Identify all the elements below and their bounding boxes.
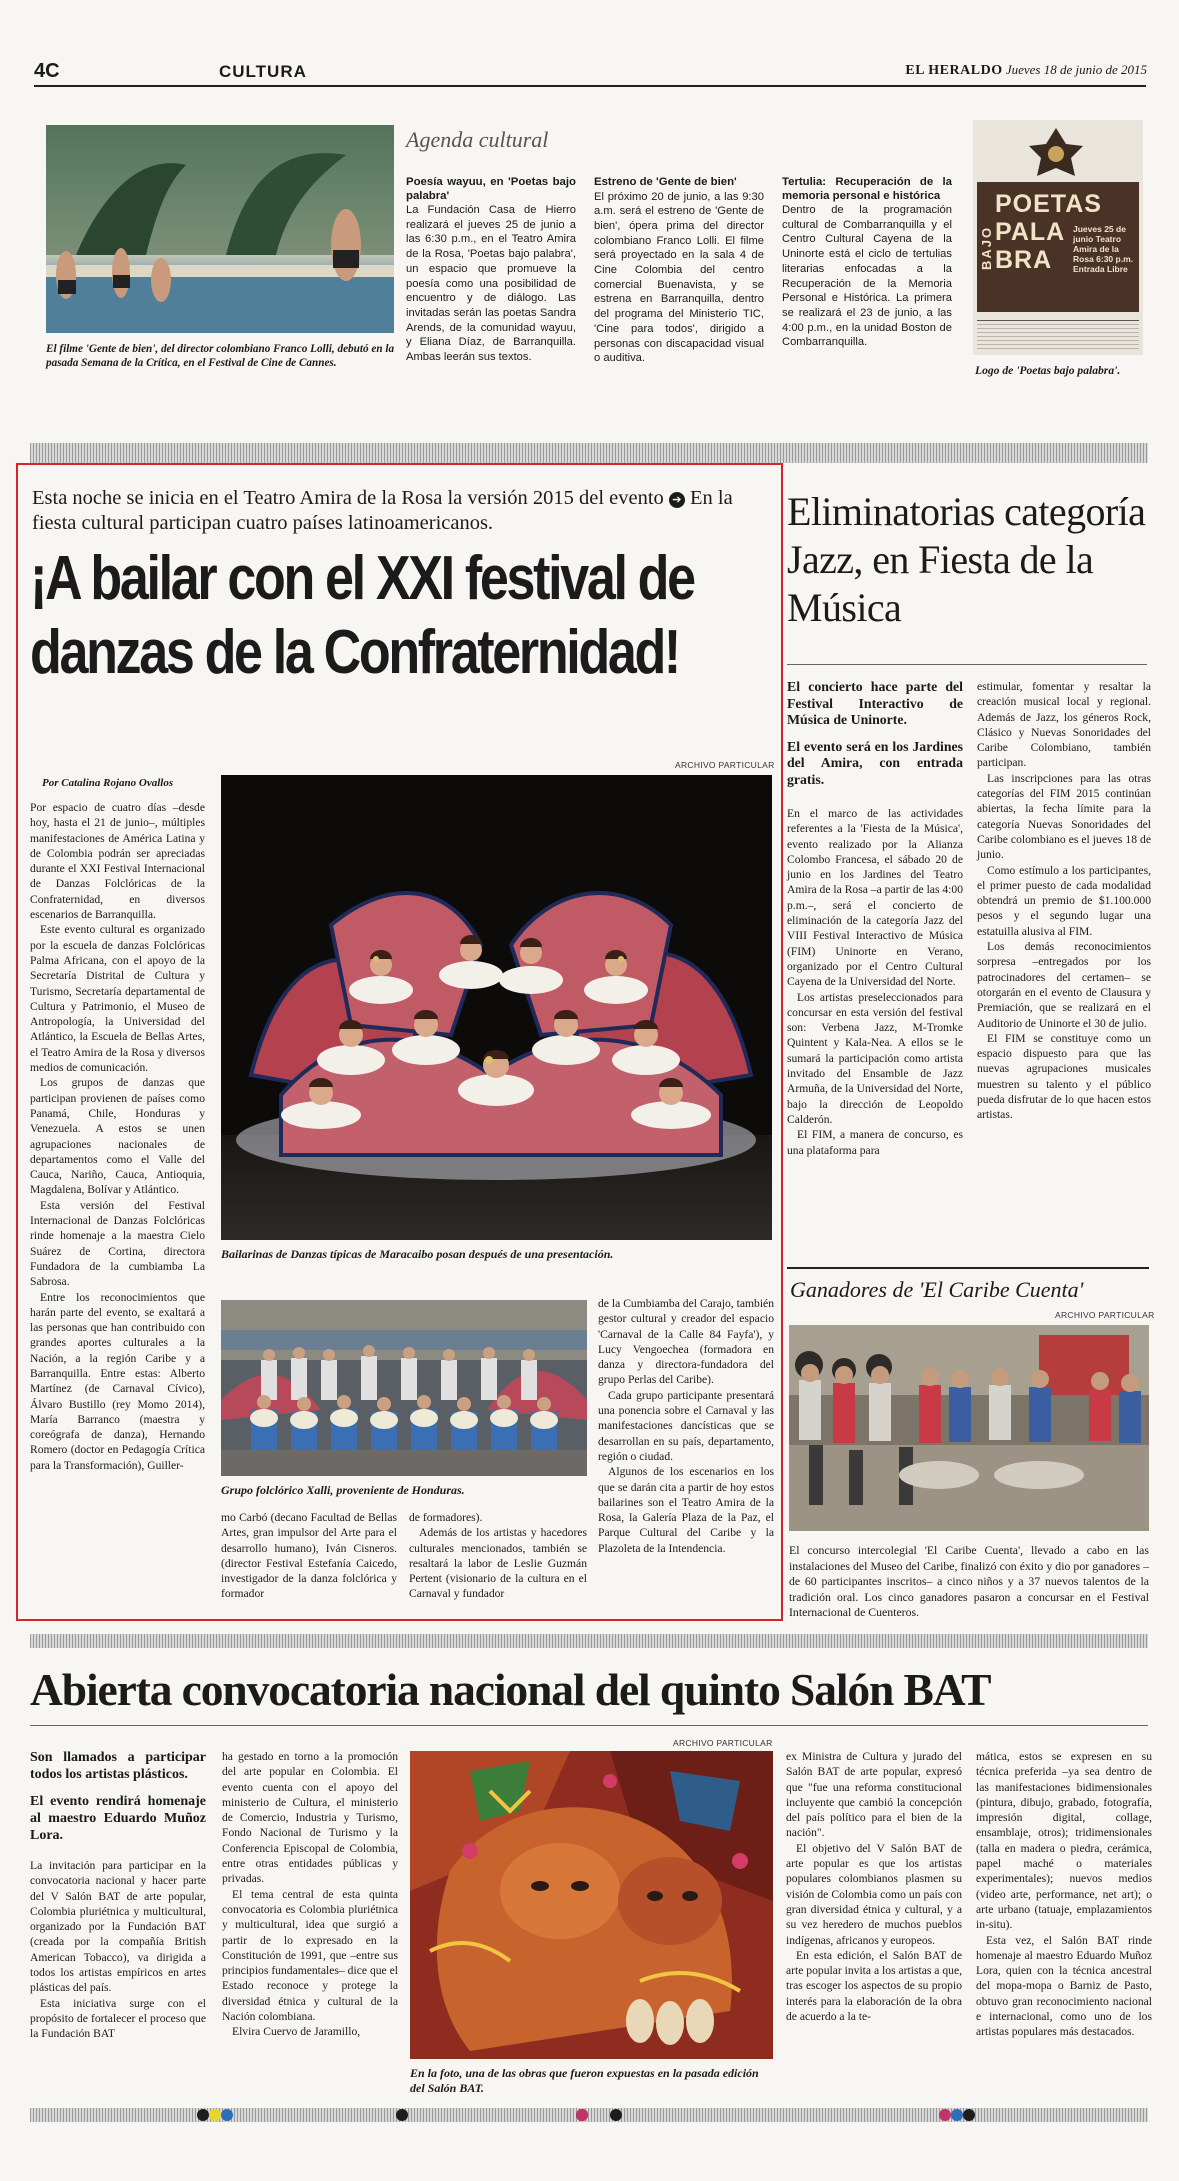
paragraph: Algunos de los escenarios en los que se darán cita a partir de hoy estos bailarines son el Teatro Amira de la Rosa, la Galería Plaza de la Paz, el Parque Cultural del Caribe y la Plazoleta de la Intendencia. xyxy=(598,1465,774,1555)
agenda-title: Agenda cultural xyxy=(406,127,549,152)
paragraph: mática, estos se expresen en su técnica preferida –ya sea dentro de las manifestaciones bidimensionales (pintura, dibujo, grabado, fotografía, impresión digital, collage, ensamblaje, otros); tridimensionales (talla en madera o piedra, cerámica, papel maché o materiales experimentales); nuevos medios (video arte, performance, net art); o arte urbano (tatuaje, emplazamientos in-situ). xyxy=(976,1750,1152,1932)
poetas-poster xyxy=(973,120,1143,355)
paragraph: Este evento cultural es organizado por la escuela de danzas Folclóricas Palma Africana, con el apoyo de la Secretaría Distrital de Cultura y Turismo, Secretaría departamental de Cultura y Patrimonio, el Museo de Antropología, la Universidad del Atlántico, la Escuela de Bellas Artes, el Teatro Amira de la Rosa y diversos medios de comunicación. xyxy=(30,923,205,1075)
main-col-3 xyxy=(598,1296,774,1556)
bat-col-2 xyxy=(222,1749,398,2040)
caribe-body: El concurso intercolegial 'El Caribe Cuenta', llevado a cabo en las instalaciones del Museo del Caribe, finalizó con éxito y dio por ganadores –de 60 participantes inscritos– a cinco niños y a 37 nuevos talentos de la tradición oral. Los cinco ganadores pasaron a concursar en el Festival Internacional de Cuenteros. xyxy=(789,1543,1149,1619)
agenda-item-body: Dentro de la programación cultural de Combarranquilla y el Centro Cultural Cayena de la Uninorte está el ciclo de tertulias literarias enfocadas a la Recuperación de la Memoria Personal e Histórica. La primera se realizará el 23 de junio, a las 4:00 p.m., en la unidad Boston de Combarranquilla. xyxy=(782,204,952,349)
paragraph: En esta edición, el Salón BAT de arte popular invita a los artistas a que, tras escoger los aspectos de su propio interés para la elaboración de la obra de acuerdo a la te- xyxy=(786,1948,962,2024)
bat-lead-2: El evento rendirá homenaje al maestro Eduardo Muñoz Lora. xyxy=(30,1794,206,1843)
paragraph: Elvira Cuervo de Jaramillo, xyxy=(232,2025,361,2039)
paragraph: En el marco de las actividades referentes a la 'Fiesta de la Música', evento realizado por la Alianza Colombo Francesa, el sábado 20 de junio en los Jardines del Teatro Amira de la Rosa –a partir de las 4:00 p.m.–, será el concierto de eliminación de la categoría Jazz del VIII Festival Interactivo de Música (FIM) Uninorte en Verano, organizado por el Centro Cultural Cayena de la Universidad del Norte. xyxy=(787,807,963,989)
agenda-item-title: Tertulia: Recuperación de la memoria personal e histórica xyxy=(782,176,952,202)
jazz-rule xyxy=(787,664,1147,665)
paragraph: Esta vez, el Salón BAT rinde homenaje al maestro Eduardo Muñoz Lora, quien con la técnica ancestral del mopa-mopa o Barniz de Pasto, obtuvo gran reconocimiento nacional e internacional, como uno de los artistas populares más destacados. xyxy=(976,1933,1152,2039)
bat-rule xyxy=(30,1725,1148,1726)
main-byline: Por Catalina Rojano Ovallos xyxy=(42,777,174,789)
paragraph: Entre los reconocimientos que harán parte del evento, se exaltará a las personas que han contribuido con grandes aportes culturales a la Nación, a la región Caribe y a Barranquilla. Entre estas: Alberto Martínez (de Carnaval Cívico), Álvaro Bustillo (rey Momo 2014), María Barranco (maestra y coreógrafa de danza), Hernando Romero (doctor en Pedagogía Crítica para la Transformación), Guiller- xyxy=(30,1290,205,1472)
header-rule xyxy=(34,85,1146,87)
agenda-item-1 xyxy=(406,176,576,365)
paragraph: Esta iniciativa surge con el propósito de fortalecer el proceso que la Fundación BAT xyxy=(30,1996,206,2041)
section-divider-2 xyxy=(30,1634,1148,1648)
bat-col-1 xyxy=(30,1749,206,2042)
poster-emblem-icon xyxy=(1021,124,1091,184)
group-image xyxy=(221,1300,587,1476)
caribe-credit: ARCHIVO PARTICULAR xyxy=(1055,1310,1155,1320)
poster-caption: Logo de 'Poetas bajo palabra'. xyxy=(975,364,1121,377)
agenda-item-body: El próximo 20 de junio, a las 9:30 a.m. será el estreno de 'Gente de bien', ópera prima del director colombiano Franco Lolli. El filme será proyectado en la sala 4 de Cine Colombia del centro comercial Buenavista, y se estrena en Barranquilla, dentro del programa del Ministerio TIC, 'Cine para todos', dirigido a personas con discapacidad visual o auditiva. xyxy=(594,190,764,365)
main-kicker xyxy=(32,486,777,536)
section-divider xyxy=(30,443,1148,463)
jazz-col-2 xyxy=(977,679,1151,1123)
poster-line-3: BRA xyxy=(995,246,1053,274)
agenda-item-3 xyxy=(782,176,952,350)
paragraph: La invitación para participar en la convocatoria nacional y hacer parte del V Salón BAT de arte popular, Colombia pluriétnica y multicultural, organizado por la Fundación BAT (creada por la compañía British American Tobacco), va dirigida a todos los artistas empíricos en artes plásticas del país. xyxy=(30,1859,206,1995)
registration-marks xyxy=(30,2108,1148,2122)
section-name: CULTURA xyxy=(219,62,307,81)
paragraph: Además de los artistas y hacedores culturales mencionados, también se resaltará la labor de Leslie Guzmán Pertent (visionario de la cultura en el Carnaval y fundador xyxy=(409,1526,587,1601)
kicker-text-2: En la fiesta cultural participan cuatro países latinoamericanos. xyxy=(32,487,733,534)
kicker-text: Esta noche se inicia en el Teatro Amira de la Rosa la versión 2015 del evento xyxy=(32,487,664,509)
arrow-icon: ➔ xyxy=(669,492,685,508)
paragraph: de formadores). xyxy=(409,1511,483,1524)
bat-col-4 xyxy=(976,1749,1152,2040)
main-col-2a xyxy=(221,1510,397,1602)
paragraph: ha gestado en torno a la promoción del arte popular en Colombia. El evento cuenta con el apoyo del ministerio de Cultura, el ministerio de Comercio, Industria y Turismo, Fondo Nacional de Turismo y la Conferencia Episcopal de Colombia, entre otras entidades públicas y privadas. xyxy=(222,1750,398,1886)
jazz-headline: Eliminatorias categoría Jazz, en Fiesta de la Música xyxy=(787,489,1146,630)
bat-photo xyxy=(410,1751,773,2059)
paragraph: Como estímulo a los participantes, el primer puesto de cada modalidad obtendrá un premio de $1.100.000 pesos y el segundo lugar una estatuilla alusiva al FIM. xyxy=(977,863,1151,938)
agenda-item-title: Poesía wayuu, en 'Poetas bajo palabra' xyxy=(406,176,576,202)
paragraph: mo Carbó (decano Facultad de Bellas Artes, gran impulsor del Arte para el desarrollo humano), Iván Cisneros. (director Festival Estefanía Caicedo, investigador de la danza folclórica y formador xyxy=(221,1511,397,1601)
paragraph: estimular, fomentar y resaltar la creación musical local y regional. Además de Jazz, los géneros Rock, Clásico y Nuevas Sonoridades del Caribe Colombiano, también participan. xyxy=(977,680,1151,770)
photo-credit: ARCHIVO PARTICULAR xyxy=(675,760,775,770)
masthead-date xyxy=(905,62,1147,79)
bat-photo-caption: En la foto, una de las obras que fueron expuestas en la pasada edición del Salón BAT. xyxy=(410,2066,759,2095)
bat-col-3 xyxy=(786,1749,962,2024)
paragraph: El FIM, a manera de concurso, es una plataforma para xyxy=(787,1128,963,1157)
jazz-lead-1: El concierto hace parte del Festival Interactivo de Música de Uninorte. xyxy=(787,679,963,727)
paragraph: Cada grupo participante presentará una ponencia sobre el Carnaval y las manifestaciones dancísticas que se desarrollan en su país, departamento, región o ciudad. xyxy=(598,1388,774,1463)
date: Jueves 18 de junio de 2015 xyxy=(1005,62,1147,77)
poster-line-1: POETAS xyxy=(995,190,1102,218)
bat-photo-credit: ARCHIVO PARTICULAR xyxy=(673,1738,773,1748)
paragraph: Esta versión del Festival Internacional de Danzas Folclóricas rinde homenaje a la maestra Cielo Suárez de Cortina, directora Fundadora de la cumbiamba La Sabrosa. xyxy=(30,1198,205,1289)
jazz-col-1 xyxy=(787,679,963,1158)
paragraph: Por espacio de cuatro días –desde hoy, hasta el 21 de junio–, múltiples manifestaciones de América Latina y de Colombia podrán ser apreciadas durante el XXI Festival Internacional de Danzas Folclóricas de la Confraternidad, en diversos escenarios de Barranquilla. xyxy=(30,801,205,922)
poster-info: Jueves 25 de junio Teatro Amira de la Rosa 6:30 p.m. Entrada Libre xyxy=(1073,224,1133,274)
paragraph: El objetivo del V Salón BAT de arte popular es que los artistas populares colombianos plasmen su visión de Colombia como un país con gran diversidad étnica y cultural, y a su vez heredero de muchos pueblos indígenas, africanos y europeos. xyxy=(786,1841,962,1947)
paragraph: de la Cumbiamba del Carajo, también gestor cultural y creador del espacio 'Carnaval de la Calle 84 Fayfa'), y Lucy Vengoechea (formadora en danza y directora-fundadora del grupo Perlas del Caribe). xyxy=(598,1297,774,1387)
bat-headline: Abierta convocatoria nacional del quinto Salón BAT xyxy=(30,1664,991,1715)
paragraph: Las inscripciones para las otras categorías del FIM 2015 continúan abiertas, la fecha límite para la categoría Nuevas Sonoridades del Caribe colombiano es el jueves 18 de junio. xyxy=(977,771,1151,862)
main-col-2b xyxy=(409,1510,587,1602)
caribe-image xyxy=(789,1325,1149,1531)
brand-name: EL HERALDO xyxy=(905,63,1003,78)
paragraph: El tema central de esta quinta convocatoria es Colombia pluriétnica y multicultural, idea que surgió a partir de lo expresado en la Constitución de 1991, que –entre sus principios fundamentales– dice que el Estado reconoce y protege la diversidad étnica y cultural de la Nación colombiana. xyxy=(222,1887,398,2024)
paragraph: Los artistas preseleccionados para concursar en esta versión del festival son: Verbena Jazz, M-Tromke Quintent y Kala-Nea. A ellos se le sumará la participación como artista invitado del Ensamble de Jazz Armuña, de la Universidad del Norte, bajo la dirección de Leopoldo Calderón. xyxy=(787,990,963,1126)
agenda-item-body: La Fundación Casa de Hierro realizará el jueves 25 de junio a las 6:30 p.m., en el Teatro Amira de la Rosa, 'Poetas bajo palabra', un espacio que promueve la poesía como una posibilidad de encuentro y de diálogo. Las invitadas serán las poetas Sandra Arends, de la comunidad wayuu, y Eliana Díaz, de Barranquilla. Ambas leerán sus textos. xyxy=(406,204,576,364)
group-caption: Grupo folclórico Xalli, proveniente de Honduras. xyxy=(221,1483,465,1497)
main-col-1 xyxy=(30,800,205,1473)
dancers-caption: Bailarinas de Danzas típicas de Maracaibo posan después de una presentación. xyxy=(221,1247,614,1261)
poster-footer xyxy=(977,320,1139,350)
paragraph: Los demás reconocimientos sorpresa –entregados por los patrocinadores del certamen– se otorgarán en el evento de Clausura y Premiación, que se realizará en el Auditorio de Uninorte el 30 de julio. xyxy=(977,940,1151,1030)
jazz-lead-2: El evento será en los Jardines del Amira, con entrada gratis. xyxy=(787,738,963,787)
poster-line-2: PALA xyxy=(995,218,1066,246)
caribe-rule xyxy=(787,1267,1149,1269)
dancers-image xyxy=(221,775,772,1240)
agenda-item-2 xyxy=(594,176,764,366)
agenda-photo xyxy=(46,125,394,333)
poster-side-text: BAJO xyxy=(979,225,994,270)
agenda-item-title: Estreno de 'Gente de bien' xyxy=(594,176,737,188)
main-headline: ¡A bailar con el XXI festival de danzas de la Confraternidad! xyxy=(30,544,694,687)
dancers-photo xyxy=(221,775,772,1240)
group-photo xyxy=(221,1300,587,1476)
paragraph: El FIM se constituye como un espacio dispuesto para que las nuevas agrupaciones musicales muestren su talento y el público pueda disfrutar de lo que hacen estos artistas. xyxy=(977,1031,1151,1122)
bat-lead-1: Son llamados a participar todos los artistas plásticos. xyxy=(30,1750,206,1782)
agenda-photo-caption: El filme 'Gente de bien', del director colombiano Franco Lolli, debutó en la pasada Semana de la Crítica, en el Festival de Cine de Cannes. xyxy=(46,343,395,369)
caribe-photo xyxy=(789,1325,1149,1531)
pool-scene-image xyxy=(46,125,394,333)
caribe-title: Ganadores de 'El Caribe Cuenta' xyxy=(790,1277,1084,1302)
paragraph: ex Ministra de Cultura y jurado del Salón BAT de arte popular, expresó que "fue una reforma constitucional incluyente que cambió la concepción del país político para el bien de la nación". xyxy=(786,1750,962,1840)
paragraph: Los grupos de danzas que participan provienen de países como Panamá, Chile, Honduras y Venezuela. A estos se unen agrupaciones nacionales de departamentos como el Valle del Cauca, Nariño, Cauca, Antioquia, Magdalena, Bolívar y Atlántico. xyxy=(30,1076,205,1197)
page-number: 4C xyxy=(34,60,60,82)
bat-artwork-image xyxy=(410,1751,773,2059)
